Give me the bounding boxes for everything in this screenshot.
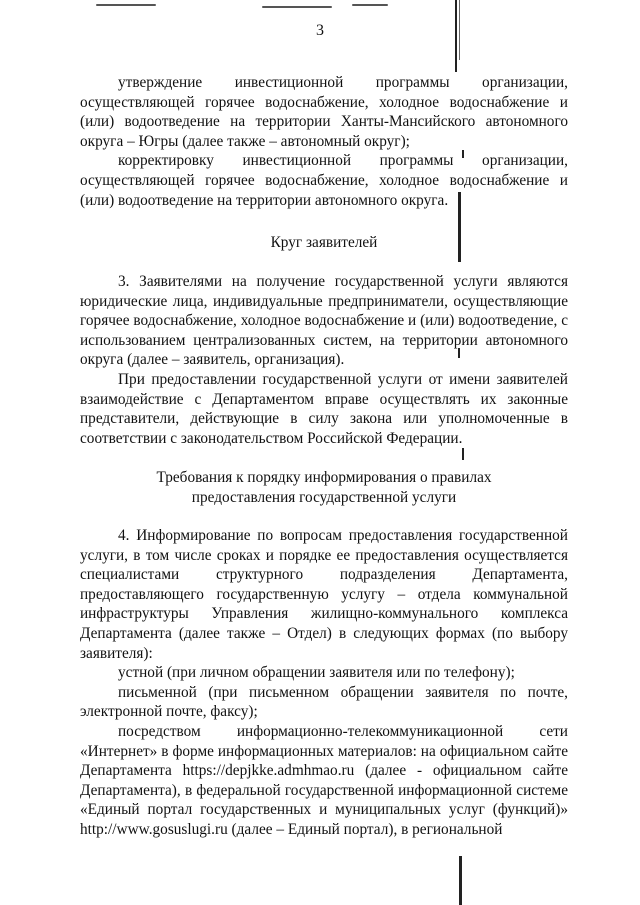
paragraph: 3. Заявителями на получение государственной услуги являются юридические лица, индивидуальные предприниматели, осуществляющие горячее водоснабжение, холодное водоснабжение и (или) водоотведение, с использованием централизованных систем, на территории автономного округа (далее – заявитель, организация). — [80, 273, 568, 369]
paragraph: утверждение инвестиционной программы организации, осуществляющей горячее водоснабжение, холодное водоснабжение и (или) водоотведение на территории Ханты-Мансийского автономного округа – Югры (далее также – автономный округ); — [80, 74, 568, 150]
scan-speck — [352, 4, 388, 6]
page-number: 3 — [316, 22, 324, 39]
paragraph: 4. Информирование по вопросам предоставления государственной услуги, в том числе сроках и порядке ее предоставления осуществляется специалистами структурного подразделения Департамента, предоставляющего государственную услугу – отдела коммунальной инфраструктуры Управления жилищно-коммунального комплекса Департамента (далее также – Отдел) в следующих формах (по выбору заявителя): — [80, 527, 568, 662]
scan-speck — [262, 6, 332, 8]
scan-margin-line — [459, 856, 462, 905]
scan-speck — [96, 4, 156, 6]
paragraph: устной (при личном обращении заявителя или по телефону); — [118, 664, 515, 682]
information-section — [80, 526, 568, 840]
scan-speck — [462, 448, 464, 460]
paragraph: При предоставлении государственной услуги от имени заявителей взаимодействие с Департаментом вправе осуществлять их законные представители, действующие в силу закона или уполномоченные в соответствии с законодательством Российской Федерации. — [80, 370, 568, 447]
paragraph: посредством информационно-телекоммуникационной сети «Интернет» в форме информационных материалов: на официальном сайте Департамента https://depjkke.admhmao.ru (далее - официальном сайте Департамента), в федеральной государственной информационной системе «Единый портал государственных и муниципальных услуг (функций)» http://www.gosuslugi.ru (далее – Единый портал), в региональной — [80, 722, 568, 838]
section-heading-requirements — [80, 468, 568, 508]
applicants-section — [80, 272, 568, 448]
section-heading-applicants: Круг заявителей — [270, 234, 378, 251]
heading-line: Требования к порядку информирования о правилах — [156, 469, 492, 486]
paragraph: корректировку инвестиционной программы организации, осуществляющей горячее водоснабжение, холодное водоснабжение и (или) водоотведение на территории автономного округа. — [80, 152, 568, 209]
intro-list — [80, 73, 568, 210]
heading-line: предоставления государственной услуги — [191, 489, 457, 506]
paragraph: письменной (при письменном обращении заявителя по почте, электронной почте, факсу); — [80, 683, 568, 721]
